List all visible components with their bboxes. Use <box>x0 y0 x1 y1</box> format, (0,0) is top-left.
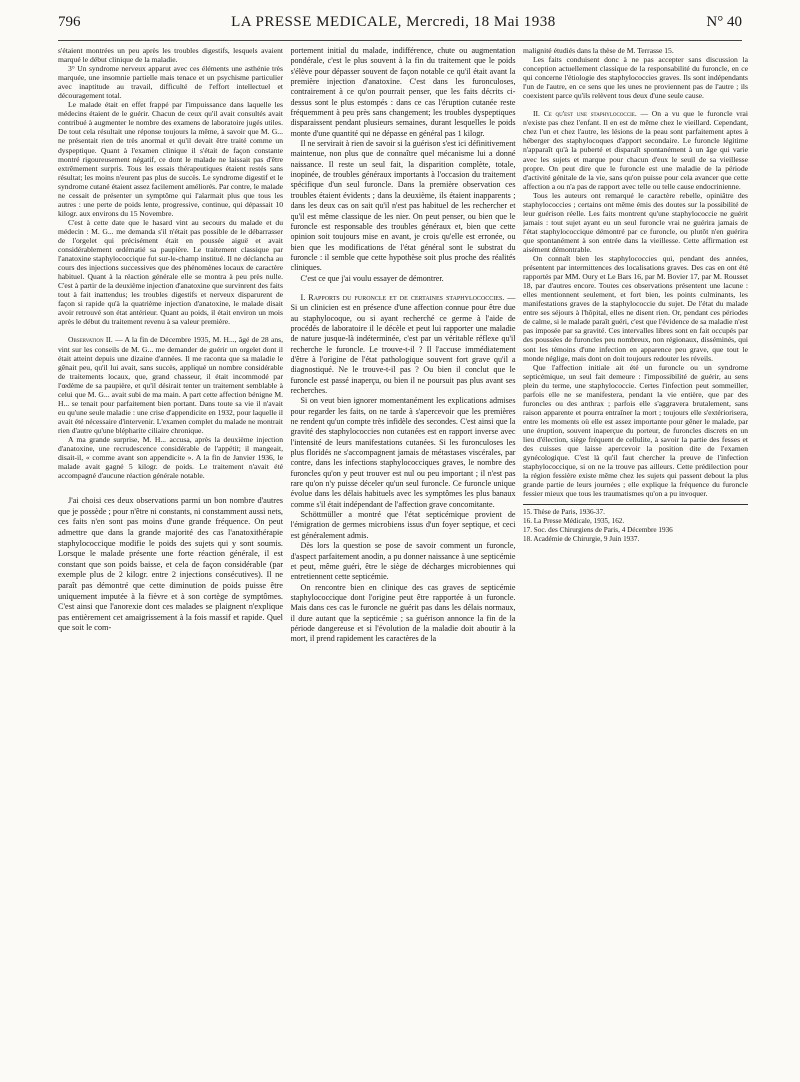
observation-text: — A la fin de Décembre 1935, M. H..., âgé de 28 ans, vint sur les conseils de M. G... me demander de guérir un orgelet dont il était atteint depuis une dizaine d'années. Il me raconta que sa maladie le gênait peu, qu'il lui avait, sans succès, appliqué un nombre considérable de traitements locaux, que, grand chasseur, il était incommodé par l'œdème de sa paupière, et qu'il désirait tenter un traitement semblable à celui que M. G... avait subi de ma main. A part cette affection bénigne M. H... se tenait pour parfaitement bien portant. Dans toute sa vie il n'avait eu qu'une seule maladie : une crise d'appendicite en 1932, pour laquelle il avait été nécessaire d'intervenir. L'examen complet du malade ne montrait rien d'autre qu'une blépharite ciliaire chronique. <box>58 335 283 435</box>
section-text: — Si un clinicien est en présence d'une affection connue pour être due au staphylocoque, ou si ayant recherché ce germe à l'aide de procédés de laboratoire il le décèle et peut lui rapporter une maladie de nature jusque-là indéterminée, c'est par un véritable réflexe qu'il recherche le furoncle. Le trouve-t-il ? Il l'accuse immédiatement d'être à l'origine de l'état pathologique souvent fort grave qu'il a diagnostiqué. Ne le trouve-t-il pas ? Ou bien il conclut que le furoncle est passé inaperçu, ou bien il ne poursuit pas plus avant ses recherches. <box>290 292 516 395</box>
paragraph: On rencontre bien en clinique des cas graves de septicémie staphylococcique dont l'origine peut être rapportée à un furoncle. Mais dans ces cas le furoncle ne guérit pas dans les délais normaux, il dure autant que la septicémie ; sa guérison annonce la fin de la période dangereuse et si l'évolution de la maladie doit aboutir à la mort, il prend rapidement les caractères de la <box>290 582 516 644</box>
paragraph: A ma grande surprise, M. H... accusa, après la deuxième injection d'anatoxine, une recrudescence considérable de l'appétit; il mangeait, disait-il, « comme avant son appendicite ». A la fin de Janvier 1936, le malade avait gagné 5 kilogr. de poids. Le traitement n'avait été accompagné d'aucune réaction générale notable. <box>58 434 283 481</box>
paragraph: C'est ce que j'ai voulu essayer de démontrer. <box>300 273 444 283</box>
footnote: 18. Académie de Chirurgie, 9 Juin 1937. <box>523 535 640 544</box>
paragraph: Tous les auteurs ont remarqué le caractère rebelle, opiniâtre des staphylococcies ; certains ont même émis des doutes sur la possibilité de leur guérison réelle. Les faits montrent qu'une staphylococcie ne guérit jamais : tout sujet ayant eu un seul furoncle vrai ne guérira jamais de l'état staphylococcique démontré par ce furoncle, ou plutôt n'en guérira que spontanément à son entrée dans la vieillesse. Cette affirmation est aisément démontrable. <box>523 190 748 254</box>
paragraph: 3° Un syndrome nerveux apparut avec ces éléments une asthénie très marquée, une insomnie partielle mais tenace et un psychisme particulier avec inaptitude au travail, difficulté de l'effort intellectuel et découragement total. <box>58 64 283 101</box>
paragraph: Le malade était en effet frappé par l'impuissance dans laquelle les médecins étaient de le guérir. Chacun de ceux qu'il avait consultés avait contribué à augmenter le nombre des examens de laboratoire jugés utiles. De tout cela résultait une réponse toujours la même, à savoir que M. G... ne présentait rien de très anormal et qu'il devait être traité comme un dyspeptique. Quant à l'examen clinique il s'était de façon constante montré rigoureusement négatif, ce dont le malade ne laissait pas d'être extrêmement surpris. Tous les essais thérapeutiques étaient restés sans résultat; les moins n'eurent pas plus de succès. Le syndrome digestif et le syndrome cutané étaient assez facilement améliorés. Par contre, le malade ne cessait de présenter un symptôme qui l'alarmait plus que tous les autres : une perte de poids lente, progressive, continue, qui dépassait 10 kilogr. aux environs du 15 Novembre. <box>58 100 283 218</box>
section-paragraph <box>523 109 748 190</box>
paragraph: Schöttmüller a montré que l'état septicémique provient de l'émigration de germes microbiens issus d'un foyer septique, et ceci est généralement admis. <box>290 510 516 540</box>
column-2 <box>291 46 516 1072</box>
paragraph: C'est à cette date que le hasard vint au secours du malade et du médecin : M. G... me demanda s'il n'était pas possible de le débarrasser de l'orgelet qui précisément était en poussée aiguë et avait considérablement œdématié sa paupière. Le traitement classique par l'anatoxine staphylococcique fut sur-le-champ institué. Il ne déclancha au cours des injections successives que des phénomènes locaux de caractère habituel. Quant à la réaction générale elle se montra à peu près nulle. C'est à partir de la deuxième injection d'anatoxine que survinrent des faits tout à fait inattendus; les troubles digestifs et nerveux disparurent de façon si rapide qu'à la quatrième injection d'anatoxine, le malade disait avoir retrouvé son état antérieur. Quant au poids, il était environ un mois après le début du traitement revenu à sa valeur première. <box>58 217 283 327</box>
page-header <box>58 14 742 36</box>
page-number: 796 <box>58 14 81 30</box>
header-rule <box>58 40 742 41</box>
paragraph: Dès lors la question se pose de savoir comment un furoncle, d'aspect parfaitement anodin, a pu donner naissance à une septicémie et peut, même guéri, être le siège de décharges microbiennes qui entretiennent cette septicémie. <box>290 541 516 582</box>
column-3 <box>523 46 748 1072</box>
issue-number: N° 40 <box>706 14 742 30</box>
footnote: 16. La Presse Médicale, 1935, 162. <box>523 517 625 526</box>
paragraph: Si on veut bien ignorer momentanément les explications admises pour regarder les faits, on ne tarde à s'apercevoir que les premières ne rendent qu'un compte très infidèle des secondes. C'est ainsi que la gravité des staphylococcies non cutanées est en rapport inverse avec l'intensité de leurs manifestations cutanées. Si les furonculoses les plus floridés ne s'accompagnent jamais de métastases viscérales, par contre, dans les infections staphylococciques graves, le nombre des furoncles qu'on y peut trouver est nul ou peu important ; il n'est pas rare qu'on n'y puisse déceler qu'un seul furoncle. Ce furoncle unique évolue dans les délais habituels avec les symptômes les plus banaux comme s'il était indépendant de l'affection grave concomitante. <box>290 396 516 509</box>
paragraph: Que l'affection initiale ait été un furoncle ou un syndrome septicémique, un seul fait demeure : l'impossibilité de guérir, au sens plein du terme, une staphylococcie. Certes l'infection peut sommeiller, parfois elle ne se manifestera, pendant la vie entière, que par des furoncles ou des anthrax ; parfois elle s'aggravera brutalement, sans raison apparente et pourra entraîner la mort ; toujours elle s'extériorisera, entre les moments où elle est assez importante pour gêner le malade, par une éruption, souvent inaperçue du porteur, de furoncles discrets en un lieu d'élection, siège fréquent de cellulite, à savoir la partie des fesses et des cuisses que laisse apercevoir la position dite de l'examen gynécologique. C'est là qu'il faut chercher la preuve de l'infection staphylococcique, si on ne la trouve pas ailleurs. Cette prédilection pour la région fessière existe même chez les sujets qui passent debout la plus grande partie de leurs journées ; elle explique la fréquence du furoncle fessier mieux que tous les traumatismes qu'on a pu invoquer. <box>523 362 748 499</box>
section-text: — On a vu que le furoncle vrai n'existe pas chez l'enfant. Il en est de même chez le vieillard. Cependant, chez l'un et chez l'autre, les lésions de la peau sont parfaitement aptes à héberger des staphylocoques d'apport secondaire. Le furoncle légitime n'apparaît qu'à la puberté et disparaît spontanément à un âge qui varie avec les sujets et marque pour chacun d'eux le seuil de sa vieillesse propre. On peut dire que le furoncle est une maladie de la période d'activité génitale de la vie, sans qu'on puisse pour cela avancer que cette affection a ou n'a pas de rapport avec telle ou telle cause endocrinienne. <box>523 109 748 191</box>
paragraph: portement initial du malade, indifférence, chute ou augmentation pondérale, c'est le plus souvent à la fin du traitement que le poids s'élève pour dépasser souvent de façon notable ce qu'il était avant la première injection d'anatoxine. C'est dans les furonculoses, contrairement à ce qu'on pourrait penser, que les faits décrits ci-dessus sont le plus estompés : dans ce cas l'éruption cutanée reste fréquemment à peu près sans changement; les troubles dyspeptiques disparaissent pendant plusieurs semaines, durant lesquelles le poids monte d'une quantité qui ne dépasse en général pas 1 kilogr. <box>290 46 516 138</box>
section-heading: I. Rapports du furoncle et de certaines staphylococcies. <box>300 292 505 302</box>
section-paragraph <box>291 293 516 396</box>
paragraph: malignité étudiés dans la thèse de M. Terrasse 15. <box>523 46 674 55</box>
paragraph: Il ne servirait à rien de savoir si la guérison s'est ici définitivement maintenue, non plus que de connaître quel mécanisme lui a donné naissance. Il reste un seul fait, la disparition complète, totale, inopinée, de troubles généraux importants à l'occasion du traitement spécifique d'un seul furoncle. Dans la première observation ces troubles étaient évidents ; dans la deuxième, ils étaient inapparents ; dans les deux cas on sait qu'il n'est pas habituel de les rechercher et qu'il est même classique de les nier. On peut penser, ou bien que le furoncle est responsable des troubles généraux et, bien que cette opinion soit toujours mise en avant, je crois qu'elle est erronée, ou bien que les modifications de l'état général sont le substrat du furoncle : il semble que cette hypothèse soit plus proche des réalités cliniques. <box>290 139 516 273</box>
article-columns <box>58 46 748 1072</box>
paragraph: Les faits conduisent donc à ne pas accepter sans discussion la conception actuellement classique de la responsabilité du furoncle, en ce qui concerne l'étiologie des staphylococcies graves. Ils sont indépendants l'un de l'autre, en ce sens que les unes ne proviennent pas de l'autre ; ils coexistent parce qu'ils relèvent tous deux d'une seule cause. <box>523 55 748 101</box>
paragraph: s'étaient montrées un peu après les troubles digestifs, lesquels avaient marqué le début clinique de la maladie. <box>58 46 283 65</box>
footnotes <box>523 504 748 544</box>
column-1 <box>58 46 283 1072</box>
footnote: 17. Soc. des Chirurgiens de Paris, 4 Décembre 1936 <box>523 526 673 535</box>
journal-title: LA PRESSE MEDICALE, Mercredi, 18 Mai 1938 <box>231 14 556 30</box>
section-heading: II. Ce qu'est une staphylococcie. <box>533 109 637 119</box>
observation-label: Observation II. <box>68 335 113 345</box>
paragraph: On connaît bien les staphylococcies qui, pendant des années, présentent par intermittences des localisations graves. Des cas en ont été rapportés par MM. Oury et Le Bars 16, par M. Bovier 17, par M. Rousset 18, par d'autres encore. Toutes ces observations présentent une lacune : elles mentionnent seulement, et fort bien, les points culminants, les manifestations graves de la staphylococcie du sujet. De l'état du malade entre ses séjours à l'hôpital, elles ne disent rien. Or, pendant ces périodes de calme, si le malade paraît guéri, c'est que l'évidence de sa maladie n'est pas imposée par sa gravité. Ces intervalles libres sont en fait occupés par des poussées de furoncles peu nombreux, non régionaux, disséminés, qui sont les témoins d'une infection en apparence peu grave, que tout le monde néglige, mais dont on doit toujours redouter les réveils. <box>523 254 748 363</box>
observation-paragraph <box>58 335 283 435</box>
footnote: 15. Thèse de Paris, 1936-37. <box>523 508 605 517</box>
paragraph: J'ai choisi ces deux observations parmi un bon nombre d'autres que je possède ; pour n'être ni constants, ni constamment aussi nets, ces faits n'en sont pas moins d'une grande fréquence. On peut admettre que dans la grande majorité des cas l'anatoxithérapie staphylococcique modifie le poids des sujets qui y sont soumis. Lorsque le malade présente une forte réaction générale, il est constant que son poids baisse, et cela de façon considérable (par exemple plus de 2 kilogr. entre 2 injections consécutives). Il ne paraît pas démontré que cette diminution de poids puisse être uniquement imputée à la fièvre et à son cortège de symptômes. C'est ainsi que l'anorexie dont ces malades se plaignent n'explique pas entièrement cet amaigrissement à la fois massif et rapide. Quel que soit le com- <box>58 496 283 633</box>
